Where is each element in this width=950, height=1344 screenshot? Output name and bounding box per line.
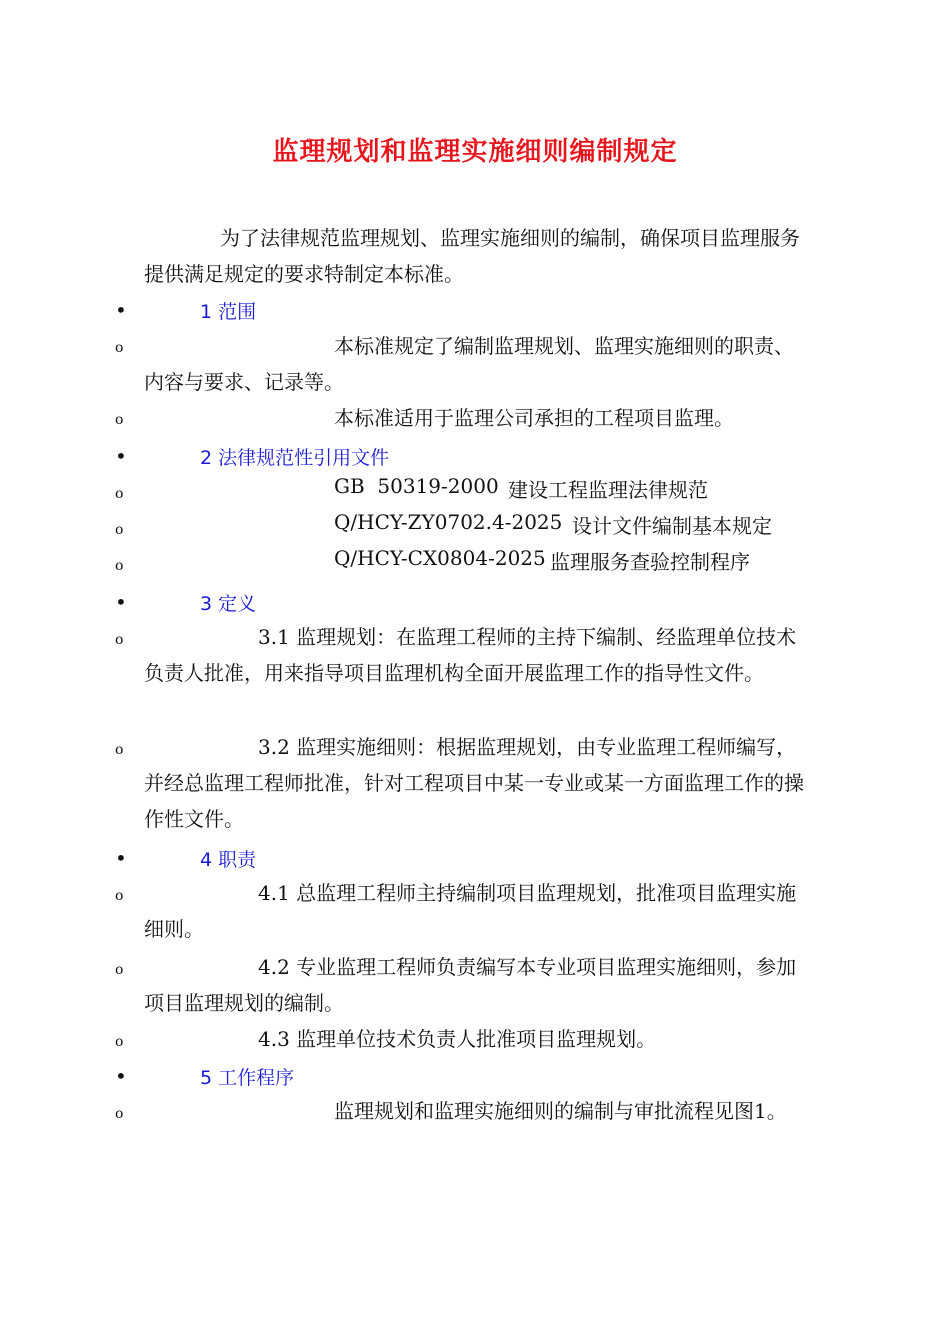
- document-title: 监理规划和监理实施细则编制规定: [272, 137, 678, 167]
- section-3-item-2: 3.2 监理实施细则：根据监理规划，由专业监理工程师编写，并经总监理工程师批准，针对工程项目中某一专业或某一方面监理工作的操作性文件。: [144, 735, 804, 831]
- bullet-disc: •: [115, 444, 127, 468]
- section-1-heading: 1 范围: [200, 301, 257, 323]
- reference-name: 监理服务查验控制程序: [550, 550, 750, 574]
- section-5-heading: 5 工作程序: [200, 1067, 295, 1089]
- section-2-heading: 2 法律规范性引用文件: [200, 447, 390, 469]
- bullet-disc: •: [115, 846, 127, 870]
- section-3-heading: 3 定义: [200, 593, 257, 615]
- bullet-circle: o: [115, 742, 124, 758]
- bullet-disc: •: [115, 298, 127, 322]
- section-5-item-1: 监理规划和监理实施细则的编制与审批流程见图1。: [334, 1099, 787, 1123]
- section-4-item-3: 4.3 监理单位技术负责人批准项目监理规划。: [258, 1027, 657, 1051]
- bullet-circle: o: [115, 558, 124, 574]
- section-1-item-2: 本标准适用于监理公司承担的工程项目监理。: [334, 406, 734, 430]
- bullet-circle: o: [115, 412, 124, 428]
- reference-code: Q/HCY-CX0804-2025: [334, 546, 546, 570]
- section-1-item-1: 本标准规定了编制监理规划、监理实施细则的职责、内容与要求、记录等。: [144, 334, 794, 394]
- bullet-circle: o: [115, 522, 124, 538]
- bullet-circle: o: [115, 632, 124, 648]
- bullet-circle: o: [115, 1106, 124, 1122]
- bullet-circle: o: [115, 1034, 124, 1050]
- intro-paragraph: [144, 220, 804, 292]
- bullet-circle: o: [115, 888, 124, 904]
- section-4-item-1: 4.1 总监理工程师主持编制项目监理规划，批准项目监理实施细则。: [144, 881, 797, 941]
- bullet-circle: o: [115, 486, 124, 502]
- reference-code: Q/HCY-ZY0702.4-2025: [334, 510, 563, 534]
- section-3-item-1: 3.1 监理规划：在监理工程师的主持下编制、经监理单位技术负责人批准，用来指导项目监理机构全面开展监理工作的指导性文件。: [144, 625, 797, 685]
- reference-name: 设计文件编制基本规定: [572, 514, 772, 538]
- reference-code: GB 50319-2000: [334, 474, 499, 498]
- bullet-disc: •: [115, 590, 127, 614]
- reference-name: 建设工程监理法律规范: [508, 478, 708, 502]
- section-4-item-2: 4.2 专业监理工程师负责编写本专业项目监理实施细则，参加项目监理规划的编制。: [144, 955, 797, 1015]
- bullet-circle: o: [115, 340, 124, 356]
- bullet-circle: o: [115, 962, 124, 978]
- bullet-disc: •: [115, 1064, 127, 1088]
- intro-text: 为了法律规范监理规划、监理实施细则的编制，确保项目监理服务提供满足规定的要求特制定本标准。: [144, 226, 800, 286]
- section-4-heading: 4 职责: [200, 849, 257, 871]
